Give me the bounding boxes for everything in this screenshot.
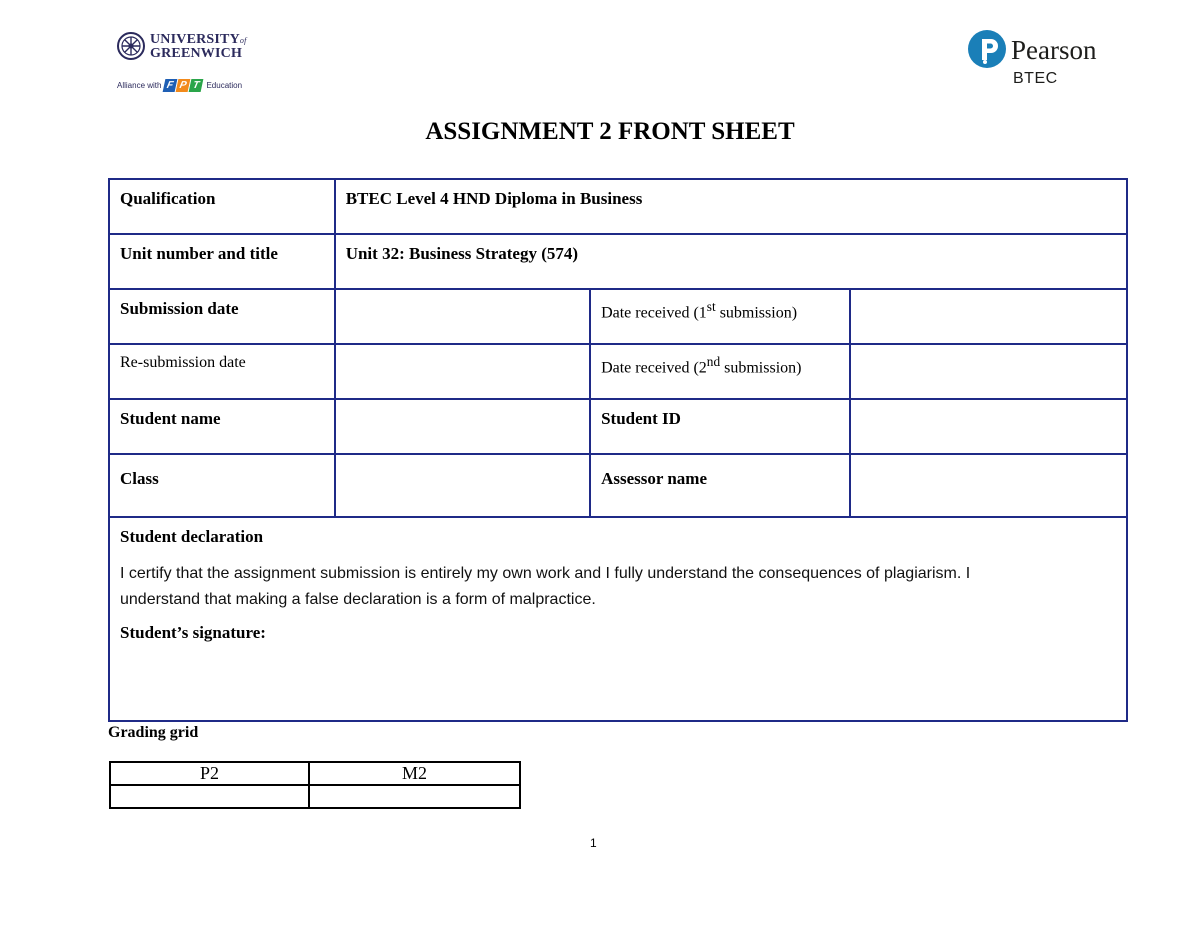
page-number: 1 <box>590 836 597 850</box>
submission-date-field[interactable] <box>335 289 590 344</box>
grade-value-p2[interactable] <box>110 785 309 808</box>
qualification-row <box>109 179 1127 234</box>
date-received-2-label: Date received (2nd submission) <box>590 344 850 399</box>
grade-header-m2: M2 <box>309 762 520 785</box>
assessor-name-label: Assessor name <box>590 454 850 517</box>
qualification-label: Qualification <box>109 179 335 234</box>
submission-row <box>109 289 1127 344</box>
student-row <box>109 399 1127 454</box>
date-received-1-label: Date received (1st submission) <box>590 289 850 344</box>
pearson-p-icon <box>968 30 1006 68</box>
date-received-1-field[interactable] <box>850 289 1127 344</box>
fpt-logo: F P T <box>164 79 203 92</box>
front-sheet-table <box>108 178 1128 722</box>
document-title: ASSIGNMENT 2 FRONT SHEET <box>425 118 795 145</box>
resubmission-row <box>109 344 1127 399</box>
signature-label: Student’s signature: <box>120 623 266 642</box>
declaration-row <box>109 517 1127 721</box>
grade-header-p2: P2 <box>110 762 309 785</box>
grade-value-m2[interactable] <box>309 785 520 808</box>
class-label: Class <box>109 454 335 517</box>
greenwich-wordmark: UNIVERSITYof GREENWICH <box>150 31 247 61</box>
declaration-cell <box>109 517 1127 721</box>
class-field[interactable] <box>335 454 590 517</box>
grading-grid-value-row <box>110 785 520 808</box>
unit-label: Unit number and title <box>109 234 335 289</box>
grading-grid-label: Grading grid <box>108 724 199 741</box>
grading-grid-header-row <box>110 762 520 785</box>
declaration-text: I certify that the assignment submission is entirely my own work and I fully understand the consequences of plagiarism. I understand that making a false declaration is a form of malpractice. <box>120 565 971 608</box>
class-row <box>109 454 1127 517</box>
alliance-fpt-line: Alliance with F P T Education <box>117 80 243 91</box>
student-id-label: Student ID <box>590 399 850 454</box>
submission-date-label: Submission date <box>109 289 335 344</box>
greenwich-logo-top <box>117 32 247 60</box>
declaration-title: Student declaration <box>120 527 264 546</box>
university-of-greenwich-logo <box>117 32 247 94</box>
resubmission-date-field[interactable] <box>335 344 590 399</box>
pearson-btec-logo: Pearson BTEC <box>968 30 1108 92</box>
student-id-field[interactable] <box>850 399 1127 454</box>
grading-grid-table <box>109 761 521 809</box>
student-name-label: Student name <box>109 399 335 454</box>
unit-row <box>109 234 1127 289</box>
resubmission-date-label: Re-submission date <box>109 344 335 399</box>
greenwich-seal-icon <box>117 32 145 60</box>
unit-value: Unit 32: Business Strategy (574) <box>335 234 1127 289</box>
date-received-2-field[interactable] <box>850 344 1127 399</box>
assessor-name-field[interactable] <box>850 454 1127 517</box>
student-name-field[interactable] <box>335 399 590 454</box>
qualification-value: BTEC Level 4 HND Diploma in Business <box>335 179 1127 234</box>
